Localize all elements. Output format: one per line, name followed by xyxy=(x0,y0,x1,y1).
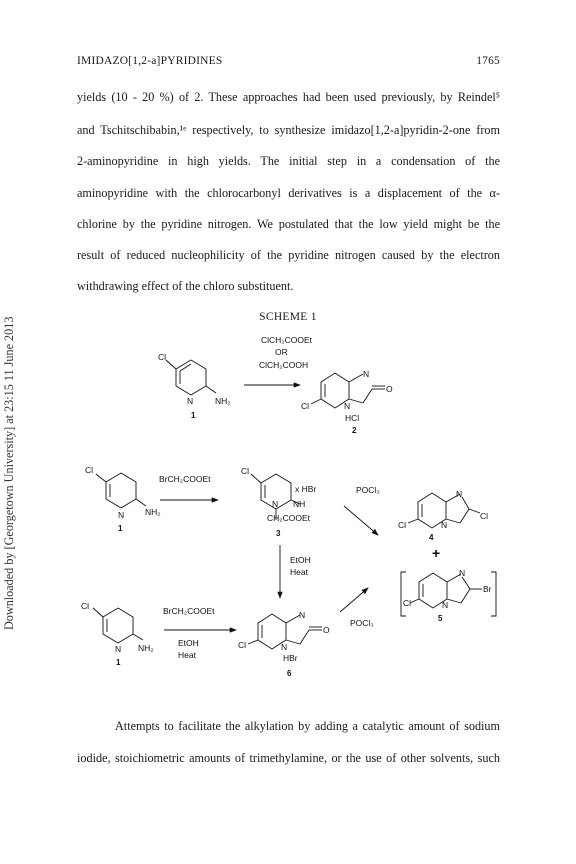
compound-number-2: 2 xyxy=(352,426,357,435)
compound-number-1: 1 xyxy=(191,411,196,420)
svg-text:CH₂COOEt: CH₂COOEt xyxy=(267,513,310,523)
compound-number-3: 3 xyxy=(276,529,281,538)
pocl3-step-to-5 xyxy=(340,588,374,628)
bracketed-bromo-5 xyxy=(401,568,496,623)
text-line: aminopyridine with the chlorocarbonyl derivatives is a displacement of the α- xyxy=(77,186,500,200)
aminopyridine-1-row3 xyxy=(81,601,154,667)
aminopyridine-1-row1 xyxy=(158,352,231,420)
svg-text:1: 1 xyxy=(116,658,121,667)
svg-text:OR: OR xyxy=(275,347,288,357)
text-line: withdrawing effect of the chloro substituent. xyxy=(77,279,294,293)
compound-number-4: 4 xyxy=(429,533,434,542)
svg-text:N: N xyxy=(442,600,449,610)
svg-text:N: N xyxy=(281,642,288,652)
svg-text:BrCH₂COOEt: BrCH₂COOEt xyxy=(163,606,215,616)
compound-number-5: 5 xyxy=(438,614,443,623)
svg-text:N: N xyxy=(363,369,370,379)
svg-text:N: N xyxy=(456,489,463,499)
text-line: result of reduced nucleophilicity of the pyridine nitrogen caused by the electron xyxy=(77,248,500,262)
imidazopyridinone-2 xyxy=(301,369,393,435)
svg-text:POCl₃: POCl₃ xyxy=(356,485,380,495)
pyridinium-salt-3 xyxy=(241,466,316,538)
svg-text:O: O xyxy=(386,384,393,394)
svg-text:N: N xyxy=(344,401,351,411)
imidazopyridinone-hbr-6 xyxy=(238,610,330,678)
svg-text:Cl: Cl xyxy=(301,401,310,411)
svg-text:EtOH: EtOH xyxy=(178,638,199,648)
svg-text:ClCH₂COOH: ClCH₂COOH xyxy=(259,360,309,370)
svg-text:BrCH₂COOEt: BrCH₂COOEt xyxy=(159,474,211,484)
svg-text:Heat: Heat xyxy=(290,567,308,577)
svg-text:NH₂: NH₂ xyxy=(138,643,154,653)
svg-text:HCl: HCl xyxy=(345,413,360,423)
svg-text:N: N xyxy=(272,499,279,509)
svg-text:Cl: Cl xyxy=(85,465,94,475)
nh2-label: NH₂ xyxy=(215,396,231,406)
text-line: and Tschitschibabin,¹ᵉ respectively, to synthesize imidazo[1,2-a]pyridin-2-one from xyxy=(77,123,500,137)
svg-text:EtOH: EtOH xyxy=(290,555,311,565)
reagents-row3 xyxy=(163,606,236,660)
text-line: Attempts to facilitate the alkylation by adding a catalytic amount of sodium xyxy=(115,719,500,733)
aminopyridine-1-row2 xyxy=(85,465,161,533)
chloroimidazopyridine-4 xyxy=(398,489,488,542)
svg-text:NH₂: NH₂ xyxy=(145,507,161,517)
svg-text:NH: NH xyxy=(293,499,306,509)
scheme-title: SCHEME 1 xyxy=(259,311,317,323)
svg-text:N: N xyxy=(459,568,466,578)
text-line: iodide, stoichiometric amounts of trimethylamine, or the use of other solvents, such xyxy=(77,751,500,765)
svg-text:Heat: Heat xyxy=(178,650,196,660)
n-label: N xyxy=(187,396,194,406)
reagent-row2 xyxy=(159,474,218,500)
text-line: chlorine by the pyridine nitrogen. We postulated that the low yield might be the xyxy=(77,217,500,231)
svg-text:Cl: Cl xyxy=(398,520,407,530)
reagents-row1 xyxy=(244,335,313,385)
page-number: 1765 xyxy=(476,55,500,67)
svg-text:Cl: Cl xyxy=(81,601,90,611)
svg-text:Br: Br xyxy=(483,584,492,594)
compound-number-6: 6 xyxy=(287,669,292,678)
svg-text:x HBr: x HBr xyxy=(295,484,317,494)
svg-text:Cl: Cl xyxy=(403,598,412,608)
svg-text:N: N xyxy=(115,644,122,654)
svg-text:O: O xyxy=(323,625,330,635)
svg-text:1: 1 xyxy=(118,524,123,533)
running-title: IMIDAZO[1,2-a]PYRIDINES xyxy=(77,55,223,67)
svg-text:N: N xyxy=(441,520,448,530)
svg-text:Cl: Cl xyxy=(480,511,489,521)
text-line: 2-aminopyridine in high yields. The initial step in a condensation of the xyxy=(77,154,500,168)
svg-text:Cl: Cl xyxy=(241,466,250,476)
etoh-heat-step xyxy=(280,545,311,598)
plus-sign: + xyxy=(432,545,441,561)
svg-text:N: N xyxy=(118,510,125,520)
svg-text:Cl: Cl xyxy=(238,640,247,650)
svg-text:ClCH₂COOEt: ClCH₂COOEt xyxy=(261,335,312,345)
download-watermark: Downloaded by [Georgetown University] at 23:15 11 June 2013 xyxy=(2,316,16,630)
svg-text:POCl₃: POCl₃ xyxy=(350,618,374,628)
svg-text:N: N xyxy=(299,610,306,620)
cl-label: Cl xyxy=(158,352,167,362)
svg-text:HBr: HBr xyxy=(283,653,298,663)
pocl3-step-to-4 xyxy=(344,485,380,535)
text-line: yields (10 - 20 %) of 2. These approaches had been used previously, by Reindel⁵ xyxy=(77,90,500,104)
